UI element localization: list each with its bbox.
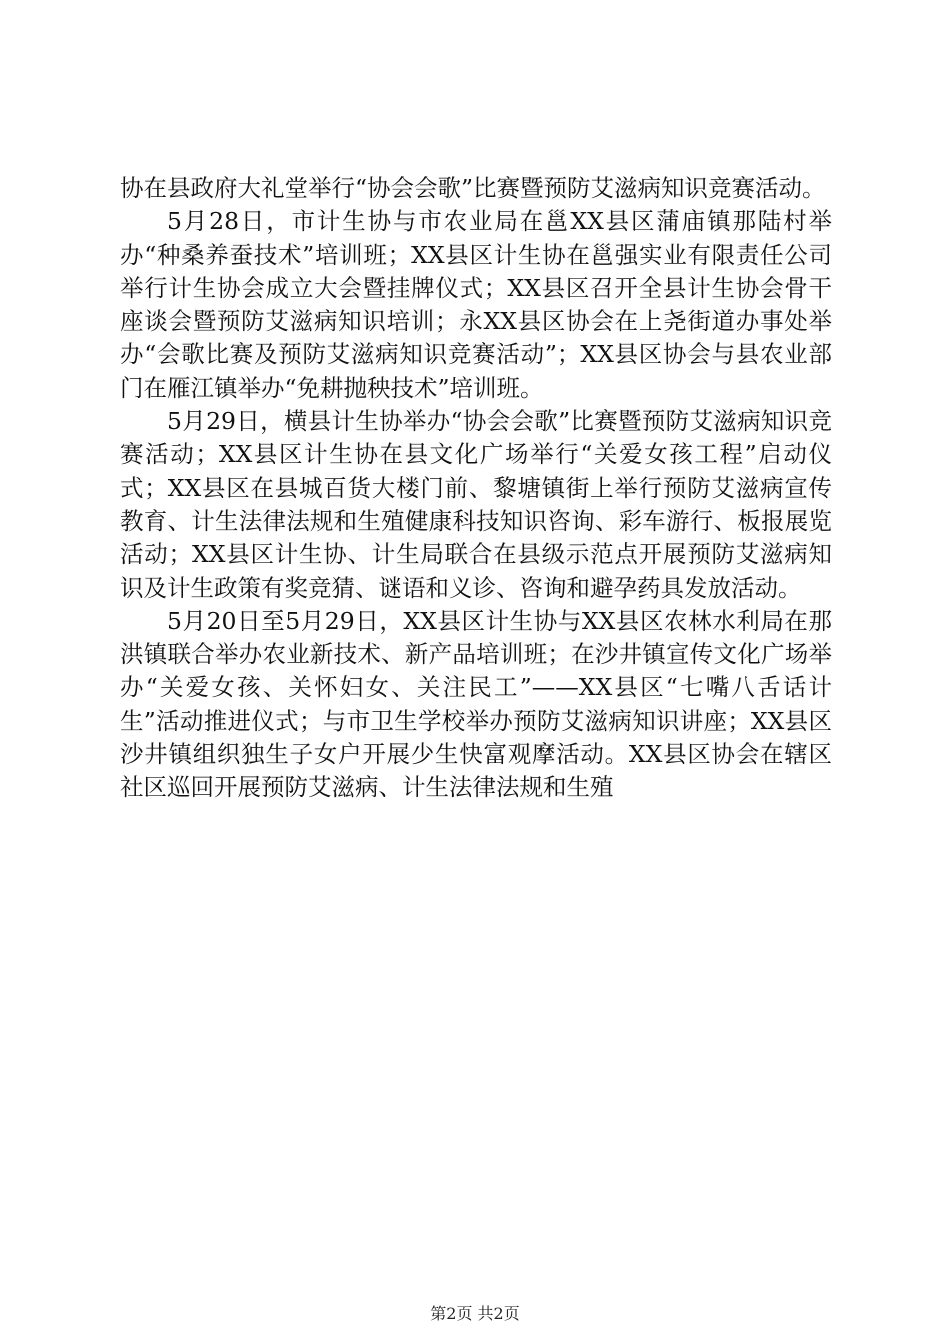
paragraph-continuation: 协在县政府大礼堂举行“协会会歌”比赛暨预防艾滋病知识竞赛活动。 — [120, 174, 826, 202]
paragraph-may-29: 5月29日，横县计生协举办“协会会歌”比赛暨预防艾滋病知识竞赛活动；XX县区计生协在县文化广场举行“关爱女孩工程”启动仪式；XX县区在县城百货大楼门前、黎塘镇街上举行预防艾滋病宣传教育、计生法律法规和生殖健康科技知识咨询、彩车游行、板报展览活动；XX县区计生协、计生局联合在县级示范点开展预防艾滋病知识及计生政策有奖竞猜、谜语和义诊、咨询和避孕药具发放活动。 — [120, 407, 832, 602]
paragraph-may-20-29: 5月20日至5月29日，XX县区计生协与XX县区农林水利局在那洪镇联合举办农业新技术、新产品培训班；在沙井镇宣传文化广场举办“关爱女孩、关怀妇女、关注民工”——XX县区“七嘴八舌话计生”活动推进仪式；与市卫生学校举办预防艾滋病知识讲座；XX县区沙井镇组织独生子女户开展少生快富观摩活动。XX县区协会在辖区社区巡回开展预防艾滋病、计生法律法规和生殖 — [120, 606, 832, 802]
document-body — [120, 172, 832, 805]
paragraph-may-28: 5月28日，市计生协与市农业局在邕XX县区蒲庙镇那陆村举办“种桑养蚕技术”培训班；XX县区计生协在邕强实业有限责任公司举行计生协会成立大会暨挂牌仪式；XX县区召开全县计生协会骨干座谈会暨预防艾滋病知识培训；永XX县区协会在上尧街道办事处举办“会歌比赛及预防艾滋病知识竞赛活动”；XX县区协会与县农业部门在雁江镇举办“免耕抛秧技术”培训班。 — [120, 207, 832, 402]
page-footer: 第2页 共2页 — [430, 1304, 520, 1323]
